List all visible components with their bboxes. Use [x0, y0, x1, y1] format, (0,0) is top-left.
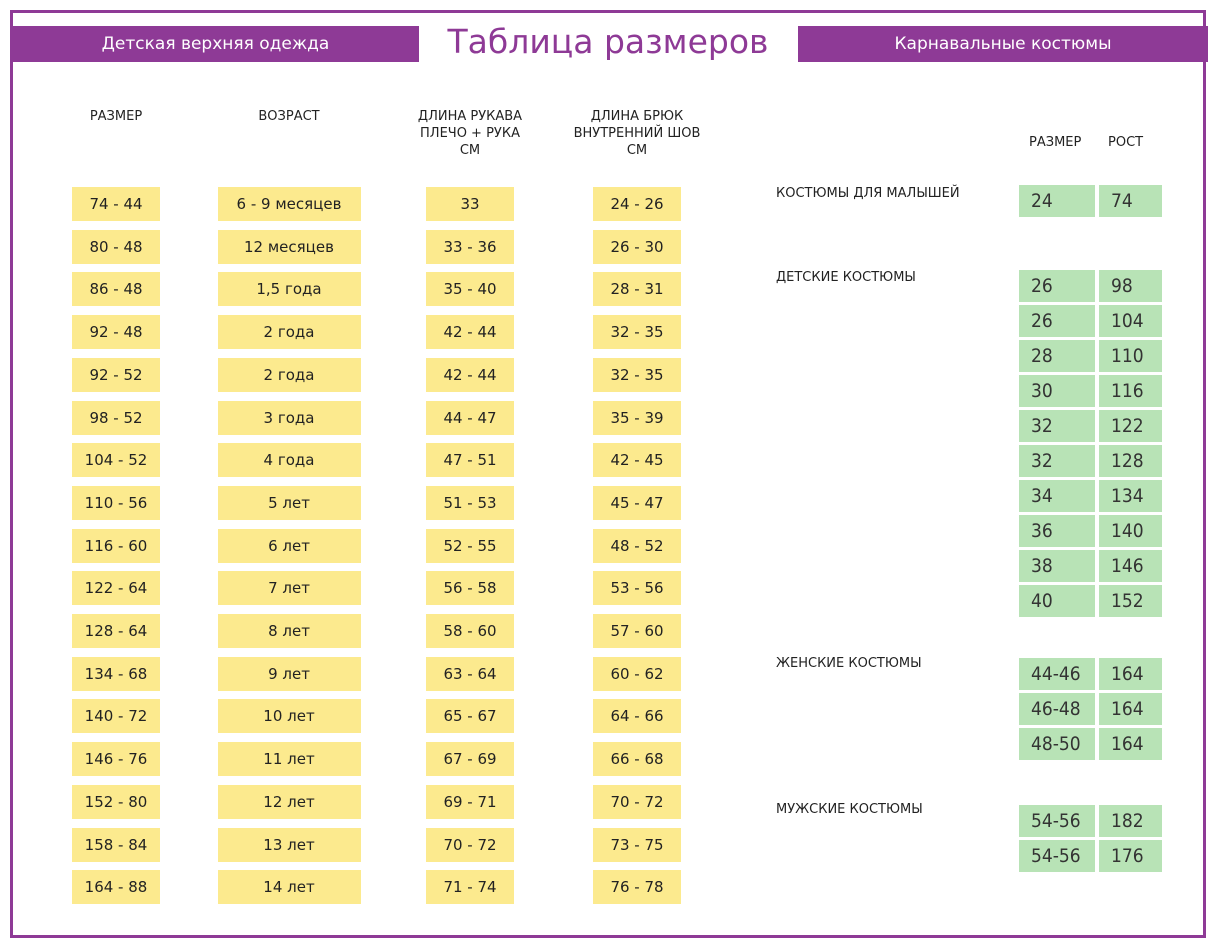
age-cell: 14 лет	[218, 870, 361, 904]
sleeve-length-cell: 52 - 55	[426, 529, 514, 563]
sleeve-length-cell: 51 - 53	[426, 486, 514, 520]
costume-size-cell: 26	[1019, 270, 1095, 302]
trouser-length-cell: 48 - 52	[593, 529, 681, 563]
age-cell: 13 лет	[218, 828, 361, 862]
costume-size-cell: 48-50	[1019, 728, 1095, 760]
costume-size-cell: 38	[1019, 550, 1095, 582]
size-cell: 74 - 44	[72, 187, 160, 221]
sleeve-length-cell: 56 - 58	[426, 571, 514, 605]
costume-height-cell: 140	[1099, 515, 1162, 547]
costume-size-cell: 32	[1019, 445, 1095, 477]
age-cell: 12 месяцев	[218, 230, 361, 264]
trouser-length-cell: 32 - 35	[593, 358, 681, 392]
costume-height-cell: 110	[1099, 340, 1162, 372]
costume-height-cell: 116	[1099, 375, 1162, 407]
size-cell: 164 - 88	[72, 870, 160, 904]
costume-category-title: ЖЕНСКИЕ КОСТЮМЫ	[776, 656, 922, 671]
size-cell: 158 - 84	[72, 828, 160, 862]
sleeve-length-cell: 33	[426, 187, 514, 221]
sleeve-length-cell: 58 - 60	[426, 614, 514, 648]
costume-size-cell: 36	[1019, 515, 1095, 547]
costume-height-cell: 164	[1099, 693, 1162, 725]
costume-height-cell: 182	[1099, 805, 1162, 837]
page-title: Таблица размеров	[447, 22, 769, 61]
size-cell: 86 - 48	[72, 272, 160, 306]
sleeve-length-cell: 35 - 40	[426, 272, 514, 306]
size-cell: 146 - 76	[72, 742, 160, 776]
sleeve-length-cell: 44 - 47	[426, 401, 514, 435]
carnival-costumes-banner-label: Карнавальные костюмы	[894, 34, 1112, 54]
trouser-length-cell: 45 - 47	[593, 486, 681, 520]
sleeve-length-cell: 65 - 67	[426, 699, 514, 733]
column-header-line: СМ	[626, 143, 648, 158]
size-cell: 128 - 64	[72, 614, 160, 648]
costume-height-cell: 104	[1099, 305, 1162, 337]
age-cell: 8 лет	[218, 614, 361, 648]
sleeve-length-cell: 42 - 44	[426, 358, 514, 392]
size-cell: 92 - 52	[72, 358, 160, 392]
carnival-costumes-banner	[798, 26, 1208, 62]
age-cell: 9 лет	[218, 657, 361, 691]
trouser-length-cell: 26 - 30	[593, 230, 681, 264]
costume-category-title: КОСТЮМЫ ДЛЯ МАЛЫШЕЙ	[776, 186, 960, 201]
costume-height-cell: 74	[1099, 185, 1162, 217]
size-cell: 116 - 60	[72, 529, 160, 563]
age-cell: 4 года	[218, 443, 361, 477]
costume-size-cell: 40	[1019, 585, 1095, 617]
age-cell: 12 лет	[218, 785, 361, 819]
costume-size-cell: 54-56	[1019, 805, 1095, 837]
age-cell: 3 года	[218, 401, 361, 435]
sleeve-length-cell: 71 - 74	[426, 870, 514, 904]
costume-height-cell: 176	[1099, 840, 1162, 872]
column-header-line: СМ	[459, 143, 481, 158]
age-cell: 5 лет	[218, 486, 361, 520]
sleeve-length-cell: 47 - 51	[426, 443, 514, 477]
costume-height-cell: 164	[1099, 728, 1162, 760]
size-cell: 80 - 48	[72, 230, 160, 264]
trouser-length-cell: 70 - 72	[593, 785, 681, 819]
column-header-line: ВНУТРЕННИЙ ШОВ	[573, 126, 701, 141]
column-header-trouser-length	[557, 108, 717, 159]
sleeve-length-cell: 67 - 69	[426, 742, 514, 776]
costume-height-cell: 164	[1099, 658, 1162, 690]
costume-size-cell: 54-56	[1019, 840, 1095, 872]
size-cell: 140 - 72	[72, 699, 160, 733]
sleeve-length-cell: 69 - 71	[426, 785, 514, 819]
column-header-age	[209, 108, 369, 125]
costume-size-cell: 44-46	[1019, 658, 1095, 690]
costume-size-cell: 30	[1019, 375, 1095, 407]
size-cell: 92 - 48	[72, 315, 160, 349]
trouser-length-cell: 64 - 66	[593, 699, 681, 733]
age-cell: 6 - 9 месяцев	[218, 187, 361, 221]
costume-height-header: РОСТ	[1108, 135, 1144, 150]
costume-size-cell: 34	[1019, 480, 1095, 512]
size-cell: 104 - 52	[72, 443, 160, 477]
trouser-length-cell: 24 - 26	[593, 187, 681, 221]
costume-height-cell: 152	[1099, 585, 1162, 617]
sleeve-length-cell: 63 - 64	[426, 657, 514, 691]
costume-height-cell: 146	[1099, 550, 1162, 582]
age-cell: 11 лет	[218, 742, 361, 776]
column-header-line: ВОЗРАСТ	[258, 109, 320, 124]
trouser-length-cell: 73 - 75	[593, 828, 681, 862]
trouser-length-cell: 66 - 68	[593, 742, 681, 776]
age-cell: 2 года	[218, 358, 361, 392]
trouser-length-cell: 32 - 35	[593, 315, 681, 349]
costume-size-cell: 46-48	[1019, 693, 1095, 725]
trouser-length-cell: 53 - 56	[593, 571, 681, 605]
trouser-length-cell: 57 - 60	[593, 614, 681, 648]
trouser-length-cell: 35 - 39	[593, 401, 681, 435]
costume-size-cell: 28	[1019, 340, 1095, 372]
size-cell: 122 - 64	[72, 571, 160, 605]
costume-size-cell: 24	[1019, 185, 1095, 217]
column-header-line: ПЛЕЧО + РУКА	[420, 126, 520, 141]
column-header-line: ДЛИНА БРЮК	[590, 109, 684, 124]
costume-size-header: РАЗМЕР	[1029, 135, 1082, 150]
costume-height-cell: 98	[1099, 270, 1162, 302]
sleeve-length-cell: 33 - 36	[426, 230, 514, 264]
kids-outerwear-banner	[12, 26, 419, 62]
costume-height-cell: 134	[1099, 480, 1162, 512]
age-cell: 1,5 года	[218, 272, 361, 306]
costume-size-cell: 26	[1019, 305, 1095, 337]
age-cell: 7 лет	[218, 571, 361, 605]
sleeve-length-cell: 70 - 72	[426, 828, 514, 862]
column-header-line: РАЗМЕР	[89, 109, 143, 124]
size-cell: 98 - 52	[72, 401, 160, 435]
age-cell: 2 года	[218, 315, 361, 349]
size-cell: 134 - 68	[72, 657, 160, 691]
costume-size-cell: 32	[1019, 410, 1095, 442]
trouser-length-cell: 28 - 31	[593, 272, 681, 306]
costume-height-cell: 122	[1099, 410, 1162, 442]
trouser-length-cell: 76 - 78	[593, 870, 681, 904]
costume-height-cell: 128	[1099, 445, 1162, 477]
age-cell: 10 лет	[218, 699, 361, 733]
costume-category-title: МУЖСКИЕ КОСТЮМЫ	[776, 802, 923, 817]
column-header-size	[36, 108, 196, 125]
trouser-length-cell: 60 - 62	[593, 657, 681, 691]
kids-outerwear-banner-label: Детская верхняя одежда	[101, 34, 330, 54]
sleeve-length-cell: 42 - 44	[426, 315, 514, 349]
column-header-sleeve-length	[390, 108, 550, 159]
costume-category-title: ДЕТСКИЕ КОСТЮМЫ	[776, 270, 916, 285]
size-cell: 152 - 80	[72, 785, 160, 819]
size-cell: 110 - 56	[72, 486, 160, 520]
trouser-length-cell: 42 - 45	[593, 443, 681, 477]
column-header-line: ДЛИНА РУКАВА	[417, 109, 523, 124]
age-cell: 6 лет	[218, 529, 361, 563]
